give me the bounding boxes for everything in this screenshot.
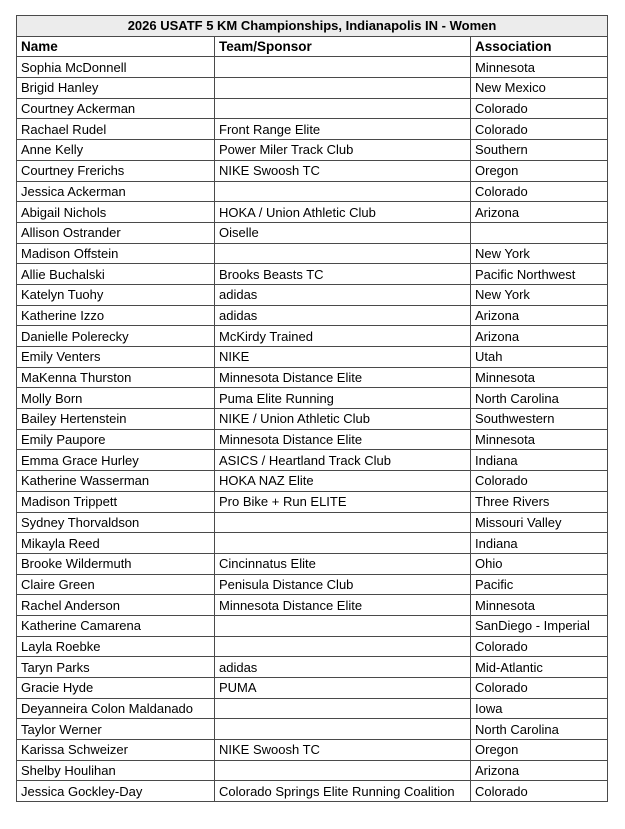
entry-list-table <box>16 15 608 802</box>
athlete-name-cell: Emily Venters <box>17 347 215 368</box>
athlete-name-cell: Shelby Houlihan <box>17 760 215 781</box>
association-cell: North Carolina <box>471 719 608 740</box>
table-row <box>17 698 608 719</box>
table-row <box>17 719 608 740</box>
association-cell: Mid-Atlantic <box>471 657 608 678</box>
table-row <box>17 284 608 305</box>
table-row <box>17 367 608 388</box>
association-cell: Minnesota <box>471 367 608 388</box>
table-row <box>17 160 608 181</box>
team-sponsor-cell: adidas <box>215 305 471 326</box>
team-sponsor-cell <box>215 636 471 657</box>
team-sponsor-cell: Pro Bike + Run ELITE <box>215 491 471 512</box>
table-row <box>17 140 608 161</box>
athlete-name-cell: Mikayla Reed <box>17 533 215 554</box>
table-row <box>17 98 608 119</box>
athlete-name-cell: Taryn Parks <box>17 657 215 678</box>
team-sponsor-cell: Penisula Distance Club <box>215 574 471 595</box>
team-sponsor-cell: Minnesota Distance Elite <box>215 595 471 616</box>
table-row <box>17 471 608 492</box>
athlete-name-cell: Madison Offstein <box>17 243 215 264</box>
association-cell: Colorado <box>471 98 608 119</box>
team-sponsor-cell: HOKA / Union Athletic Club <box>215 202 471 223</box>
table-row <box>17 429 608 450</box>
athlete-name-cell: Allie Buchalski <box>17 264 215 285</box>
association-cell: Southwestern <box>471 409 608 430</box>
team-sponsor-cell <box>215 98 471 119</box>
athlete-name-cell: Danielle Polerecky <box>17 326 215 347</box>
association-cell: Pacific <box>471 574 608 595</box>
athlete-name-cell: Sydney Thorvaldson <box>17 512 215 533</box>
association-cell: Iowa <box>471 698 608 719</box>
team-sponsor-cell: Power Miler Track Club <box>215 140 471 161</box>
table-row <box>17 243 608 264</box>
association-cell: Colorado <box>471 781 608 802</box>
table-row <box>17 450 608 471</box>
team-sponsor-cell: NIKE Swoosh TC <box>215 740 471 761</box>
association-cell: Pacific Northwest <box>471 264 608 285</box>
association-cell: Arizona <box>471 305 608 326</box>
association-cell: Indiana <box>471 450 608 471</box>
athlete-name-cell: MaKenna Thurston <box>17 367 215 388</box>
table-row <box>17 574 608 595</box>
table-row <box>17 533 608 554</box>
athlete-name-cell: Anne Kelly <box>17 140 215 161</box>
team-sponsor-cell: NIKE Swoosh TC <box>215 160 471 181</box>
team-sponsor-cell: Cincinnatus Elite <box>215 553 471 574</box>
association-cell: Oregon <box>471 160 608 181</box>
team-sponsor-cell: Front Range Elite <box>215 119 471 140</box>
association-cell <box>471 222 608 243</box>
team-sponsor-cell: HOKA NAZ Elite <box>215 471 471 492</box>
team-sponsor-cell <box>215 57 471 78</box>
table-row <box>17 78 608 99</box>
team-sponsor-cell <box>215 719 471 740</box>
association-cell: New Mexico <box>471 78 608 99</box>
athlete-name-cell: Emma Grace Hurley <box>17 450 215 471</box>
association-cell: Minnesota <box>471 595 608 616</box>
association-cell: Colorado <box>471 119 608 140</box>
association-cell: Minnesota <box>471 429 608 450</box>
team-sponsor-cell: Brooks Beasts TC <box>215 264 471 285</box>
team-sponsor-cell <box>215 615 471 636</box>
association-cell: Colorado <box>471 471 608 492</box>
team-sponsor-cell: Minnesota Distance Elite <box>215 429 471 450</box>
team-sponsor-cell <box>215 512 471 533</box>
association-cell: New York <box>471 284 608 305</box>
athlete-name-cell: Madison Trippett <box>17 491 215 512</box>
table-row <box>17 305 608 326</box>
team-sponsor-cell: Oiselle <box>215 222 471 243</box>
table-row <box>17 678 608 699</box>
table-row <box>17 347 608 368</box>
table-row <box>17 119 608 140</box>
association-cell: Indiana <box>471 533 608 554</box>
athlete-name-cell: Katherine Wasserman <box>17 471 215 492</box>
association-cell: Arizona <box>471 326 608 347</box>
team-sponsor-cell <box>215 78 471 99</box>
athlete-name-cell: Courtney Frerichs <box>17 160 215 181</box>
athlete-name-cell: Bailey Hertenstein <box>17 409 215 430</box>
athlete-name-cell: Brooke Wildermuth <box>17 553 215 574</box>
athlete-name-cell: Allison Ostrander <box>17 222 215 243</box>
header-row <box>17 36 608 57</box>
athlete-name-cell: Rachel Anderson <box>17 595 215 616</box>
association-cell: Arizona <box>471 202 608 223</box>
athlete-name-cell: Katherine Izzo <box>17 305 215 326</box>
table-title: 2026 USATF 5 KM Championships, Indianapolis IN - Women <box>17 16 608 37</box>
team-sponsor-cell: NIKE <box>215 347 471 368</box>
team-sponsor-cell: Puma Elite Running <box>215 388 471 409</box>
association-cell: Minnesota <box>471 57 608 78</box>
team-sponsor-cell: NIKE / Union Athletic Club <box>215 409 471 430</box>
table-row <box>17 553 608 574</box>
athlete-name-cell: Gracie Hyde <box>17 678 215 699</box>
table-row <box>17 595 608 616</box>
column-header-name: Name <box>17 36 215 57</box>
athlete-name-cell: Rachael Rudel <box>17 119 215 140</box>
table-row <box>17 264 608 285</box>
athlete-name-cell: Abigail Nichols <box>17 202 215 223</box>
team-sponsor-cell: ASICS / Heartland Track Club <box>215 450 471 471</box>
association-cell: Colorado <box>471 181 608 202</box>
team-sponsor-cell <box>215 533 471 554</box>
table-row <box>17 202 608 223</box>
association-cell: Three Rivers <box>471 491 608 512</box>
table-row <box>17 512 608 533</box>
team-sponsor-cell: PUMA <box>215 678 471 699</box>
association-cell: Ohio <box>471 553 608 574</box>
athlete-name-cell: Molly Born <box>17 388 215 409</box>
athlete-name-cell: Brigid Hanley <box>17 78 215 99</box>
table-row <box>17 181 608 202</box>
association-cell: North Carolina <box>471 388 608 409</box>
table-row <box>17 388 608 409</box>
table-row <box>17 781 608 802</box>
table-row <box>17 222 608 243</box>
table-row <box>17 615 608 636</box>
athlete-name-cell: Sophia McDonnell <box>17 57 215 78</box>
table-row <box>17 409 608 430</box>
association-cell: Southern <box>471 140 608 161</box>
athlete-name-cell: Layla Roebke <box>17 636 215 657</box>
team-sponsor-cell <box>215 760 471 781</box>
athlete-name-cell: Deyanneira Colon Maldanado <box>17 698 215 719</box>
team-sponsor-cell <box>215 181 471 202</box>
table-row <box>17 636 608 657</box>
table-row <box>17 657 608 678</box>
association-cell: New York <box>471 243 608 264</box>
athlete-name-cell: Claire Green <box>17 574 215 595</box>
association-cell: Colorado <box>471 636 608 657</box>
athlete-name-cell: Katherine Camarena <box>17 615 215 636</box>
association-cell: SanDiego - Imperial <box>471 615 608 636</box>
column-header-association: Association <box>471 36 608 57</box>
table-body <box>17 57 608 802</box>
column-header-team-sponsor: Team/Sponsor <box>215 36 471 57</box>
athlete-name-cell: Jessica Gockley-Day <box>17 781 215 802</box>
table-row <box>17 760 608 781</box>
association-cell: Utah <box>471 347 608 368</box>
athlete-name-cell: Courtney Ackerman <box>17 98 215 119</box>
table-row <box>17 57 608 78</box>
association-cell: Oregon <box>471 740 608 761</box>
team-sponsor-cell: adidas <box>215 657 471 678</box>
team-sponsor-cell <box>215 698 471 719</box>
association-cell: Missouri Valley <box>471 512 608 533</box>
athlete-name-cell: Taylor Werner <box>17 719 215 740</box>
table-row <box>17 491 608 512</box>
table-row <box>17 326 608 347</box>
team-sponsor-cell: Minnesota Distance Elite <box>215 367 471 388</box>
team-sponsor-cell: adidas <box>215 284 471 305</box>
athlete-name-cell: Katelyn Tuohy <box>17 284 215 305</box>
team-sponsor-cell: McKirdy Trained <box>215 326 471 347</box>
athlete-name-cell: Jessica Ackerman <box>17 181 215 202</box>
team-sponsor-cell: Colorado Springs Elite Running Coalition <box>215 781 471 802</box>
table-row <box>17 740 608 761</box>
athlete-name-cell: Karissa Schweizer <box>17 740 215 761</box>
team-sponsor-cell <box>215 243 471 264</box>
athlete-name-cell: Emily Paupore <box>17 429 215 450</box>
association-cell: Arizona <box>471 760 608 781</box>
association-cell: Colorado <box>471 678 608 699</box>
